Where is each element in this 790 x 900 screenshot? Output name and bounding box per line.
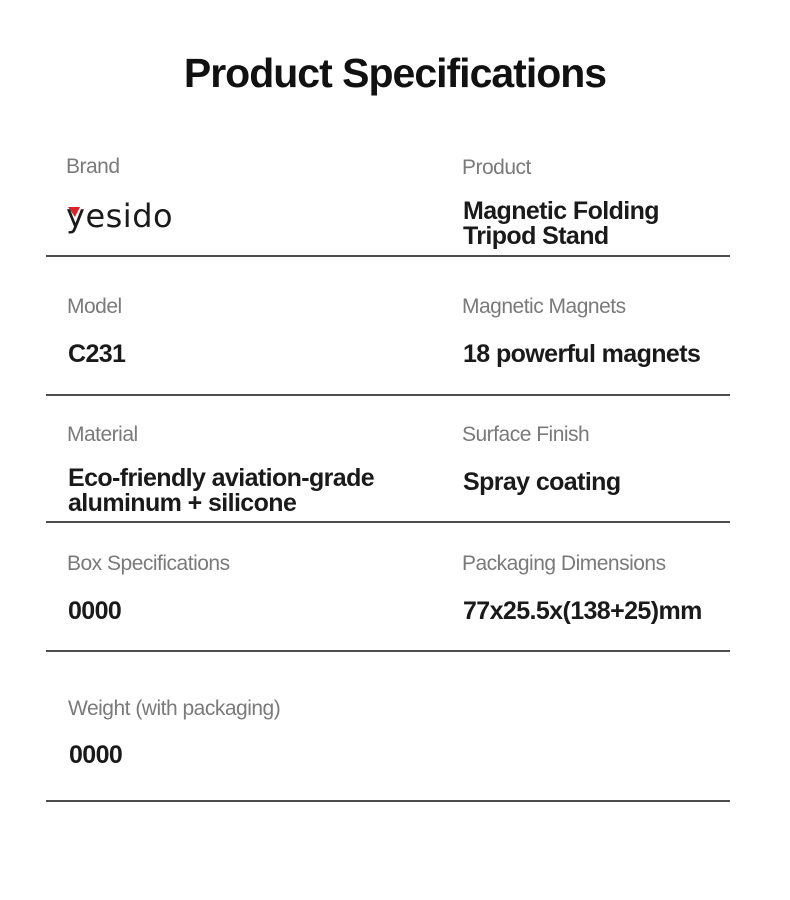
row-divider: [46, 650, 730, 652]
page-title: Product Specifications: [183, 50, 607, 96]
finish-label: Surface Finish: [462, 423, 590, 446]
packaging-label: Packaging Dimensions: [462, 552, 666, 575]
row-divider: [46, 394, 730, 396]
magnets-value: 18 powerful magnets: [463, 340, 701, 368]
material-value: [68, 466, 374, 516]
logo-wordmark: yesido: [66, 197, 174, 235]
product-value-line2: Tripod Stand: [463, 222, 609, 250]
material-value-line1: Eco-friendly aviation-grade: [68, 464, 375, 492]
row-divider: [46, 800, 730, 802]
weight-value: 0000: [69, 741, 123, 769]
box-value: 0000: [68, 597, 122, 625]
material-label: Material: [67, 423, 138, 446]
model-label: Model: [67, 295, 122, 318]
product-value-line1: Magnetic Folding: [463, 197, 659, 225]
box-label: Box Specifications: [67, 552, 230, 575]
yesido-logo: [66, 197, 190, 237]
magnets-label: Magnetic Magnets: [462, 295, 626, 318]
model-value: C231: [68, 340, 126, 368]
finish-value: Spray coating: [463, 468, 621, 496]
product-value: [463, 199, 659, 249]
weight-label: Weight (with packaging): [68, 697, 281, 720]
material-value-line2: aluminum + silicone: [68, 489, 297, 517]
packaging-value: 77x25.5x(138+25)mm: [463, 597, 702, 625]
row-divider: [46, 255, 730, 257]
brand-label: Brand: [66, 155, 120, 178]
row-divider: [46, 521, 730, 523]
product-label: Product: [462, 156, 531, 179]
